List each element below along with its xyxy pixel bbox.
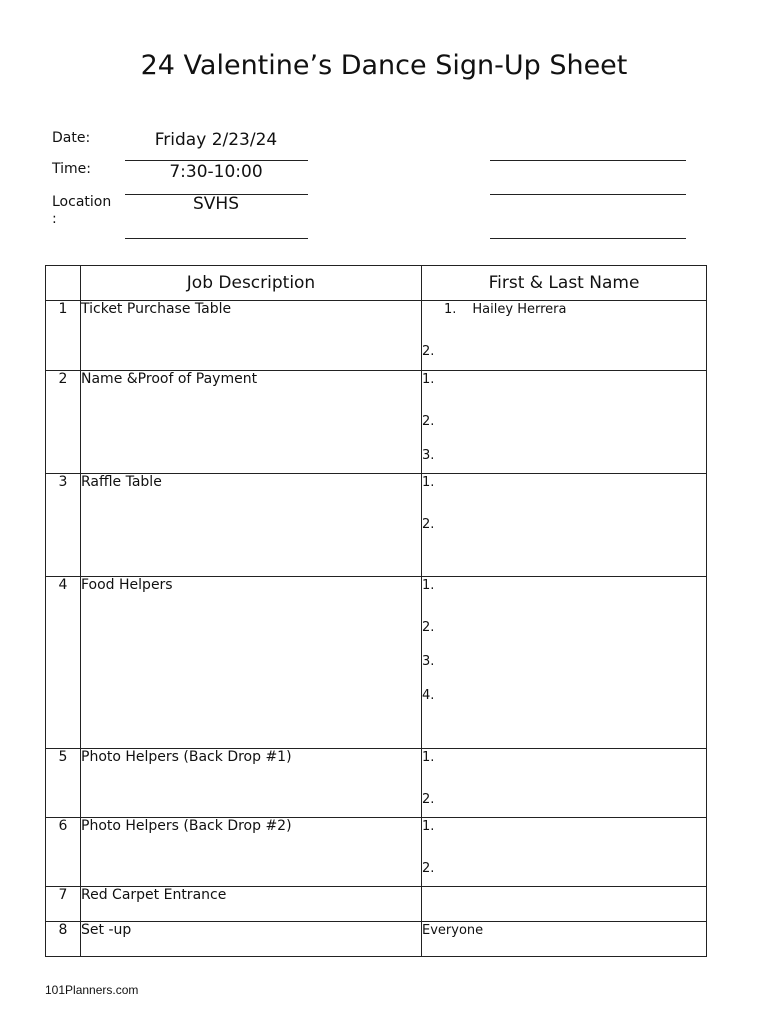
row-number: 3 (46, 474, 81, 577)
name-line: 1. (422, 372, 435, 387)
table-row (46, 301, 707, 371)
table-row (46, 818, 707, 887)
job-description: Set -up (81, 922, 422, 957)
location-label: Location (52, 194, 112, 210)
name-cell[interactable] (422, 301, 707, 371)
name-line: 2. (422, 414, 435, 429)
header-number (46, 266, 81, 301)
signup-table (45, 265, 707, 957)
name-line: Everyone (422, 923, 484, 938)
page-title: 24 Valentine’s Dance Sign-Up Sheet (140, 50, 628, 81)
job-description: Raffle Table (81, 474, 422, 577)
name-line: 1. (422, 578, 435, 593)
row-number: 8 (46, 922, 81, 957)
table-header-row (46, 266, 707, 301)
location-value: SVHS (193, 194, 239, 214)
location-line (125, 238, 308, 239)
job-description: Ticket Purchase Table (81, 301, 422, 371)
row-number: 2 (46, 371, 81, 474)
name-line: 1. (422, 750, 435, 765)
job-description: Photo Helpers (Back Drop #2) (81, 818, 422, 887)
right-line-3 (490, 238, 686, 239)
header-job-description: Job Description (81, 266, 422, 301)
name-cell[interactable] (422, 887, 707, 922)
date-value: Friday 2/23/24 (154, 130, 278, 150)
row-number: 1 (46, 301, 81, 371)
name-cell[interactable] (422, 818, 707, 887)
name-line: 1. Hailey Herrera (444, 302, 567, 317)
signup-name: Hailey Herrera (472, 302, 567, 317)
name-line: 1. (422, 819, 435, 834)
job-description: Red Carpet Entrance (81, 887, 422, 922)
table-row (46, 749, 707, 818)
name-line: 3. (422, 654, 435, 669)
table-row (46, 577, 707, 749)
table-row (46, 922, 707, 957)
name-cell[interactable] (422, 749, 707, 818)
name-cell[interactable] (422, 922, 707, 957)
name-line: 2. (422, 792, 435, 807)
row-number: 5 (46, 749, 81, 818)
job-description: Food Helpers (81, 577, 422, 749)
row-number: 6 (46, 818, 81, 887)
name-line: 2. (422, 344, 435, 359)
location-colon: : (52, 211, 57, 227)
name-line: 2. (422, 620, 435, 635)
name-line: 4. (422, 688, 435, 703)
table-row (46, 371, 707, 474)
name-line: 2. (422, 517, 435, 532)
table-row (46, 887, 707, 922)
table-row (46, 474, 707, 577)
row-number: 4 (46, 577, 81, 749)
name-cell[interactable] (422, 577, 707, 749)
time-label: Time: (52, 161, 91, 177)
job-description: Photo Helpers (Back Drop #1) (81, 749, 422, 818)
right-line-1 (490, 160, 686, 161)
footer-brand: 101Planners.com (45, 983, 139, 997)
name-line: 3. (422, 448, 435, 463)
row-number: 7 (46, 887, 81, 922)
name-line: 1. (422, 475, 435, 490)
right-line-2 (490, 194, 686, 195)
name-cell[interactable] (422, 371, 707, 474)
job-description: Name &Proof of Payment (81, 371, 422, 474)
name-cell[interactable] (422, 474, 707, 577)
name-line: 2. (422, 861, 435, 876)
date-line (125, 160, 308, 161)
date-label: Date: (52, 130, 91, 146)
time-value: 7:30-10:00 (169, 162, 263, 182)
header-name: First & Last Name (422, 266, 707, 301)
